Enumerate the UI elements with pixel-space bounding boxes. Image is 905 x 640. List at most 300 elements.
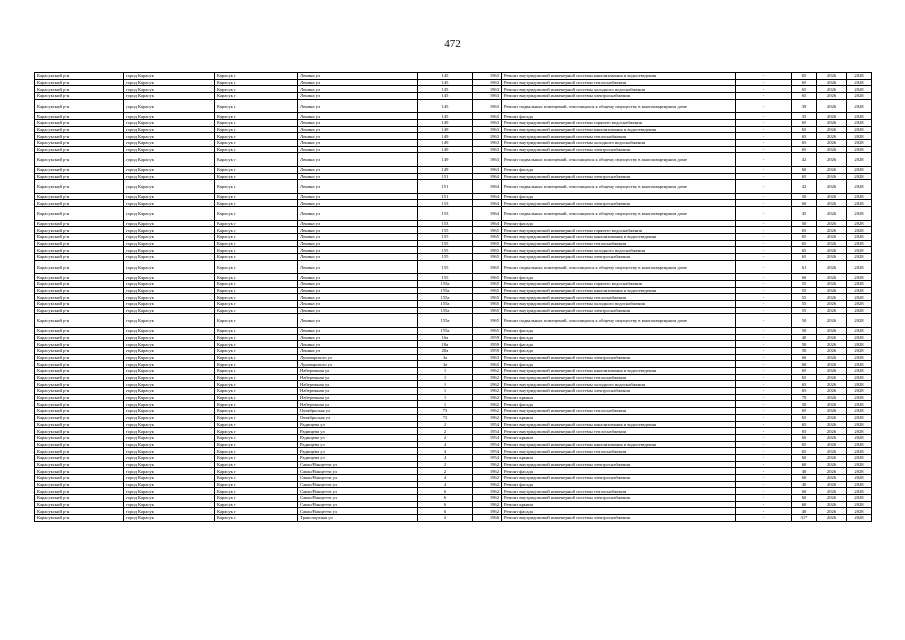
house-number-cell: 1 xyxy=(418,374,473,381)
dash-cell: - xyxy=(736,133,792,140)
district-cell: Карасукский р-н xyxy=(35,441,124,448)
house-number-cell: 145 xyxy=(418,113,473,120)
locality-cell: Карасук г xyxy=(215,408,298,415)
locality-cell: Карасук г xyxy=(215,180,298,194)
locality-cell: Карасук г xyxy=(215,368,298,375)
dash-cell: - xyxy=(736,207,792,221)
build-year-cell: 1962 xyxy=(473,495,502,502)
street-cell: Ленина ул xyxy=(298,86,418,93)
district-cell: Карасукский р-н xyxy=(35,173,124,180)
work-type-cell: Ремонт крыши xyxy=(502,454,736,461)
cost-cell: 60 xyxy=(792,488,817,495)
dash-cell: - xyxy=(736,481,792,488)
cost-cell: 65 xyxy=(792,388,817,395)
work-type-cell: Ремонт внутридомовой инженерной системы холодного водоснабжения xyxy=(502,86,736,93)
locality-cell: Карасук г xyxy=(215,481,298,488)
table-row xyxy=(35,93,872,100)
end-year-cell: 2028 xyxy=(847,334,872,341)
build-year-cell: 1962 xyxy=(473,488,502,495)
house-number-cell: 73 xyxy=(418,414,473,421)
cost-cell: 60 xyxy=(792,354,817,361)
start-year-cell: 2026 xyxy=(817,200,847,207)
cost-cell: 31* xyxy=(792,515,817,522)
settlement-cell: город Карасук xyxy=(124,173,215,180)
settlement-cell: город Карасук xyxy=(124,294,215,301)
street-cell: Радищева ул xyxy=(298,428,418,435)
build-year-cell: 1965 xyxy=(473,234,502,241)
start-year-cell: 2026 xyxy=(817,508,847,515)
locality-cell: Карасук г xyxy=(215,301,298,308)
dash-cell: - xyxy=(736,301,792,308)
work-type-cell: Ремонт подвальных помещений, относящихся к общему имуществу в многоквартирном доме xyxy=(502,153,736,167)
start-year-cell: 2026 xyxy=(817,341,847,348)
build-year-cell: 1962 xyxy=(473,381,502,388)
district-cell: Карасукский р-н xyxy=(35,421,124,428)
cost-cell: 70 xyxy=(792,394,817,401)
street-cell: Ленина ул xyxy=(298,153,418,167)
locality-cell: Карасук г xyxy=(215,294,298,301)
work-type-cell: Ремонт фасада xyxy=(502,481,736,488)
build-year-cell: 1963 xyxy=(473,166,502,173)
table-row xyxy=(35,347,872,354)
start-year-cell: 2026 xyxy=(817,247,847,254)
work-type-cell: Ремонт внутридомовой инженерной системы электроснабжения xyxy=(502,461,736,468)
start-year-cell: 2026 xyxy=(817,421,847,428)
dash-cell: - xyxy=(736,468,792,475)
locality-cell: Карасук г xyxy=(215,247,298,254)
table-row xyxy=(35,341,872,348)
dash-cell: - xyxy=(736,113,792,120)
work-type-cell: Ремонт фасада xyxy=(502,401,736,408)
table-row xyxy=(35,274,872,281)
house-number-cell: 145 xyxy=(418,86,473,93)
district-cell: Карасукский р-н xyxy=(35,180,124,194)
end-year-cell: 2028 xyxy=(847,220,872,227)
table-row xyxy=(35,240,872,247)
work-type-cell: Ремонт внутридомовой инженерной системы теплоснабжения xyxy=(502,374,736,381)
end-year-cell: 2028 xyxy=(847,454,872,461)
cost-cell: 50 xyxy=(792,401,817,408)
build-year-cell: 1954 xyxy=(473,454,502,461)
start-year-cell: 2026 xyxy=(817,441,847,448)
district-cell: Карасукский р-н xyxy=(35,381,124,388)
dash-cell: - xyxy=(736,193,792,200)
dash-cell: - xyxy=(736,434,792,441)
district-cell: Карасукский р-н xyxy=(35,287,124,294)
district-cell: Карасукский р-н xyxy=(35,240,124,247)
district-cell: Карасукский р-н xyxy=(35,488,124,495)
work-type-cell: Ремонт внутридомовой инженерной системы теплоснабжения xyxy=(502,488,736,495)
cost-cell: 55 xyxy=(792,294,817,301)
page-number: 472 xyxy=(444,38,461,50)
house-number-cell: 149 xyxy=(418,166,473,173)
end-year-cell: 2028 xyxy=(847,73,872,80)
build-year-cell: 1954 xyxy=(473,441,502,448)
end-year-cell: 2028 xyxy=(847,414,872,421)
end-year-cell: 2028 xyxy=(847,193,872,200)
district-cell: Карасукский р-н xyxy=(35,193,124,200)
work-type-cell: Ремонт внутридомовой инженерной системы электроснабжения xyxy=(502,495,736,502)
cost-cell: 65 xyxy=(792,227,817,234)
settlement-cell: город Карасук xyxy=(124,126,215,133)
table-row xyxy=(35,86,872,93)
table-row xyxy=(35,501,872,508)
street-cell: Ленина ул xyxy=(298,99,418,113)
start-year-cell: 2026 xyxy=(817,368,847,375)
work-type-cell: Ремонт внутридомовой инженерной системы холодного водоснабжения xyxy=(502,247,736,254)
house-number-cell: 155а xyxy=(418,294,473,301)
dash-cell: - xyxy=(736,314,792,328)
dash-cell: - xyxy=(736,388,792,395)
build-year-cell: 1962 xyxy=(473,368,502,375)
dash-cell: - xyxy=(736,287,792,294)
settlement-cell: город Карасук xyxy=(124,361,215,368)
settlement-cell: город Карасук xyxy=(124,301,215,308)
house-number-cell: 1 xyxy=(418,368,473,375)
house-number-cell: 155 xyxy=(418,227,473,234)
start-year-cell: 2026 xyxy=(817,79,847,86)
district-cell: Карасукский р-н xyxy=(35,166,124,173)
street-cell: Набережная ул xyxy=(298,394,418,401)
cost-cell: 65 xyxy=(792,441,817,448)
work-type-cell: Ремонт крыши xyxy=(502,434,736,441)
settlement-cell: город Карасук xyxy=(124,180,215,194)
street-cell: Ленина ул xyxy=(298,173,418,180)
end-year-cell: 2028 xyxy=(847,207,872,221)
district-cell: Карасукский р-н xyxy=(35,334,124,341)
house-number-cell: 155а xyxy=(418,280,473,287)
district-cell: Карасукский р-н xyxy=(35,341,124,348)
dash-cell: - xyxy=(736,394,792,401)
dash-cell: - xyxy=(736,421,792,428)
dash-cell: - xyxy=(736,173,792,180)
street-cell: Радищева ул xyxy=(298,441,418,448)
dash-cell: - xyxy=(736,475,792,482)
cost-cell: 35 xyxy=(792,113,817,120)
work-type-cell: Ремонт внутридомовой инженерной системы канализования и водоотведения xyxy=(502,441,736,448)
dash-cell: - xyxy=(736,368,792,375)
district-cell: Карасукский р-н xyxy=(35,408,124,415)
dash-cell: - xyxy=(736,260,792,274)
start-year-cell: 2026 xyxy=(817,146,847,153)
settlement-cell: город Карасук xyxy=(124,220,215,227)
settlement-cell: город Карасук xyxy=(124,454,215,461)
house-number-cell: 1 xyxy=(418,401,473,408)
cost-cell: 65 xyxy=(792,234,817,241)
build-year-cell: 1963 xyxy=(473,146,502,153)
settlement-cell: город Карасук xyxy=(124,448,215,455)
table-row xyxy=(35,454,872,461)
locality-cell: Карасук г xyxy=(215,126,298,133)
dash-cell: - xyxy=(736,361,792,368)
table-row xyxy=(35,495,872,502)
build-year-cell: 1962 xyxy=(473,388,502,395)
locality-cell: Карасук г xyxy=(215,140,298,147)
cost-cell: 60 xyxy=(792,475,817,482)
table-row xyxy=(35,180,872,194)
end-year-cell: 2028 xyxy=(847,314,872,328)
district-cell: Карасукский р-н xyxy=(35,314,124,328)
capital-repair-table xyxy=(34,72,872,522)
street-cell: Набережная ул xyxy=(298,374,418,381)
work-type-cell: Ремонт внутридомовой инженерной системы теплоснабжения xyxy=(502,408,736,415)
start-year-cell: 2026 xyxy=(817,113,847,120)
settlement-cell: город Карасук xyxy=(124,341,215,348)
district-cell: Карасукский р-н xyxy=(35,495,124,502)
settlement-cell: город Карасук xyxy=(124,207,215,221)
house-number-cell: 153 xyxy=(418,207,473,221)
dash-cell: - xyxy=(736,166,792,173)
table-row xyxy=(35,140,872,147)
house-number-cell: 18а xyxy=(418,341,473,348)
street-cell: Ленина ул xyxy=(298,79,418,86)
settlement-cell: город Карасук xyxy=(124,166,215,173)
work-type-cell: Ремонт фасада xyxy=(502,334,736,341)
end-year-cell: 2028 xyxy=(847,481,872,488)
build-year-cell: 1962 xyxy=(473,374,502,381)
dash-cell: - xyxy=(736,126,792,133)
settlement-cell: город Карасук xyxy=(124,394,215,401)
street-cell: Сакко/Ванцетти ул xyxy=(298,475,418,482)
locality-cell: Карасук г xyxy=(215,86,298,93)
locality-cell: Карасук г xyxy=(215,515,298,522)
work-type-cell: Ремонт внутридомовой инженерной системы электроснабжения xyxy=(502,200,736,207)
settlement-cell: город Карасук xyxy=(124,193,215,200)
street-cell: Ленина ул xyxy=(298,146,418,153)
dash-cell: - xyxy=(736,508,792,515)
district-cell: Карасукский р-н xyxy=(35,414,124,421)
work-type-cell: Ремонт подвальных помещений, относящихся к общему имуществу в многоквартирном доме xyxy=(502,207,736,221)
locality-cell: Карасук г xyxy=(215,495,298,502)
house-number-cell: 3а xyxy=(418,354,473,361)
district-cell: Карасукский р-н xyxy=(35,234,124,241)
district-cell: Карасукский р-н xyxy=(35,220,124,227)
settlement-cell: город Карасук xyxy=(124,381,215,388)
work-type-cell: Ремонт внутридомовой инженерной системы канализования и водоотведения xyxy=(502,287,736,294)
cost-cell: 60 xyxy=(792,495,817,502)
end-year-cell: 2028 xyxy=(847,294,872,301)
house-number-cell: 149 xyxy=(418,126,473,133)
start-year-cell: 2026 xyxy=(817,488,847,495)
start-year-cell: 2026 xyxy=(817,173,847,180)
build-year-cell: 1965 xyxy=(473,260,502,274)
table-row xyxy=(35,314,872,328)
start-year-cell: 2026 xyxy=(817,501,847,508)
build-year-cell: 1965 xyxy=(473,274,502,281)
district-cell: Карасукский р-н xyxy=(35,247,124,254)
locality-cell: Карасук г xyxy=(215,73,298,80)
build-year-cell: 1963 xyxy=(473,73,502,80)
street-cell: Ленина ул xyxy=(298,166,418,173)
end-year-cell: 2028 xyxy=(847,126,872,133)
district-cell: Карасукский р-н xyxy=(35,481,124,488)
end-year-cell: 2028 xyxy=(847,428,872,435)
locality-cell: Карасук г xyxy=(215,146,298,153)
settlement-cell: город Карасук xyxy=(124,287,215,294)
end-year-cell: 2028 xyxy=(847,368,872,375)
start-year-cell: 2026 xyxy=(817,220,847,227)
street-cell: Ленина ул xyxy=(298,240,418,247)
house-number-cell: 3а xyxy=(418,361,473,368)
start-year-cell: 2026 xyxy=(817,207,847,221)
table-row xyxy=(35,334,872,341)
street-cell: Сакко/Ванцетти ул xyxy=(298,461,418,468)
dash-cell: - xyxy=(736,488,792,495)
house-number-cell: 6 xyxy=(418,508,473,515)
build-year-cell: 1962 xyxy=(473,481,502,488)
cost-cell: 65 xyxy=(792,374,817,381)
street-cell: Ленина ул xyxy=(298,193,418,200)
locality-cell: Карасук г xyxy=(215,227,298,234)
table-row xyxy=(35,434,872,441)
table-row xyxy=(35,368,872,375)
house-number-cell: 1 xyxy=(418,381,473,388)
cost-cell: 50 xyxy=(792,193,817,200)
end-year-cell: 2028 xyxy=(847,354,872,361)
locality-cell: Карасук г xyxy=(215,441,298,448)
table-row xyxy=(35,475,872,482)
work-type-cell: Ремонт фасада xyxy=(502,220,736,227)
street-cell: Ленина ул xyxy=(298,327,418,334)
table-row xyxy=(35,441,872,448)
district-cell: Карасукский р-н xyxy=(35,475,124,482)
end-year-cell: 2028 xyxy=(847,93,872,100)
street-cell: Ленина ул xyxy=(298,260,418,274)
house-number-cell: 4 xyxy=(418,475,473,482)
district-cell: Карасукский р-н xyxy=(35,153,124,167)
house-number-cell: 2 xyxy=(418,434,473,441)
dash-cell: - xyxy=(736,327,792,334)
build-year-cell: 1962 xyxy=(473,414,502,421)
district-cell: Карасукский р-н xyxy=(35,515,124,522)
house-number-cell: 155 xyxy=(418,247,473,254)
locality-cell: Карасук г xyxy=(215,200,298,207)
dash-cell: - xyxy=(736,274,792,281)
work-type-cell: Ремонт внутридомовой инженерной системы электроснабжения xyxy=(502,307,736,314)
table-row xyxy=(35,287,872,294)
table-row xyxy=(35,401,872,408)
start-year-cell: 2026 xyxy=(817,254,847,261)
street-cell: Набережная ул xyxy=(298,401,418,408)
table-row xyxy=(35,73,872,80)
cost-cell: 42 xyxy=(792,153,817,167)
build-year-cell: 1964 xyxy=(473,207,502,221)
house-number-cell: 151 xyxy=(418,180,473,194)
locality-cell: Карасук г xyxy=(215,79,298,86)
street-cell: Ленина ул xyxy=(298,113,418,120)
locality-cell: Карасук г xyxy=(215,381,298,388)
street-cell: Ленина ул xyxy=(298,287,418,294)
locality-cell: Карасук г xyxy=(215,488,298,495)
cost-cell: 50 xyxy=(792,314,817,328)
build-year-cell: 1965 xyxy=(473,287,502,294)
cost-cell: 65 xyxy=(792,448,817,455)
district-cell: Карасукский р-н xyxy=(35,99,124,113)
end-year-cell: 2028 xyxy=(847,227,872,234)
cost-cell: 65 xyxy=(792,119,817,126)
house-number-cell: 6 xyxy=(418,501,473,508)
table-row xyxy=(35,166,872,173)
settlement-cell: город Карасук xyxy=(124,481,215,488)
locality-cell: Карасук г xyxy=(215,461,298,468)
house-number-cell: 145 xyxy=(418,93,473,100)
district-cell: Карасукский р-н xyxy=(35,434,124,441)
table-row xyxy=(35,448,872,455)
district-cell: Карасукский р-н xyxy=(35,79,124,86)
street-cell: Ленина ул xyxy=(298,126,418,133)
house-number-cell: 1 xyxy=(418,388,473,395)
build-year-cell: 1963 xyxy=(473,126,502,133)
dash-cell: - xyxy=(736,448,792,455)
locality-cell: Карасук г xyxy=(215,173,298,180)
district-cell: Карасукский р-н xyxy=(35,73,124,80)
dash-cell: - xyxy=(736,354,792,361)
build-year-cell: 1962 xyxy=(473,394,502,401)
street-cell: Ленина ул xyxy=(298,347,418,354)
cost-cell: 65 xyxy=(792,93,817,100)
settlement-cell: город Карасук xyxy=(124,113,215,120)
end-year-cell: 2028 xyxy=(847,180,872,194)
house-number-cell: 155а xyxy=(418,301,473,308)
locality-cell: Карасук г xyxy=(215,361,298,368)
dash-cell: - xyxy=(736,454,792,461)
locality-cell: Карасук г xyxy=(215,274,298,281)
street-cell: Радищева ул xyxy=(298,448,418,455)
start-year-cell: 2026 xyxy=(817,454,847,461)
end-year-cell: 2028 xyxy=(847,86,872,93)
build-year-cell: 1962 xyxy=(473,408,502,415)
dash-cell: - xyxy=(736,441,792,448)
settlement-cell: город Карасук xyxy=(124,254,215,261)
settlement-cell: город Карасук xyxy=(124,508,215,515)
table-row xyxy=(35,374,872,381)
street-cell: Радищева ул xyxy=(298,434,418,441)
dash-cell: - xyxy=(736,254,792,261)
house-number-cell: 6 xyxy=(418,495,473,502)
house-number-cell: 16а xyxy=(418,334,473,341)
end-year-cell: 2028 xyxy=(847,119,872,126)
start-year-cell: 2026 xyxy=(817,388,847,395)
start-year-cell: 2026 xyxy=(817,428,847,435)
work-type-cell: Ремонт подвальных помещений, относящихся к общему имуществу в многоквартирном доме xyxy=(502,260,736,274)
house-number-cell: 149 xyxy=(418,133,473,140)
settlement-cell: город Карасук xyxy=(124,79,215,86)
house-number-cell: 4 xyxy=(418,481,473,488)
end-year-cell: 2028 xyxy=(847,280,872,287)
dash-cell: - xyxy=(736,341,792,348)
cost-cell: 65 xyxy=(792,381,817,388)
cost-cell: 65 xyxy=(792,126,817,133)
house-number-cell: 145 xyxy=(418,73,473,80)
locality-cell: Карасук г xyxy=(215,220,298,227)
settlement-cell: город Карасук xyxy=(124,234,215,241)
street-cell: Ленина ул xyxy=(298,307,418,314)
locality-cell: Карасук г xyxy=(215,119,298,126)
locality-cell: Карасук г xyxy=(215,93,298,100)
table-row xyxy=(35,468,872,475)
dash-cell: - xyxy=(736,93,792,100)
settlement-cell: город Карасук xyxy=(124,468,215,475)
house-number-cell: 155а xyxy=(418,307,473,314)
work-type-cell: Ремонт внутридомовой инженерной системы теплоснабжения xyxy=(502,448,736,455)
dash-cell: - xyxy=(736,220,792,227)
street-cell: Радищева ул xyxy=(298,454,418,461)
end-year-cell: 2028 xyxy=(847,247,872,254)
start-year-cell: 2026 xyxy=(817,414,847,421)
build-year-cell: 1963 xyxy=(473,79,502,86)
work-type-cell: Ремонт фасада xyxy=(502,508,736,515)
street-cell: Сакко/Ванцетти ул xyxy=(298,481,418,488)
